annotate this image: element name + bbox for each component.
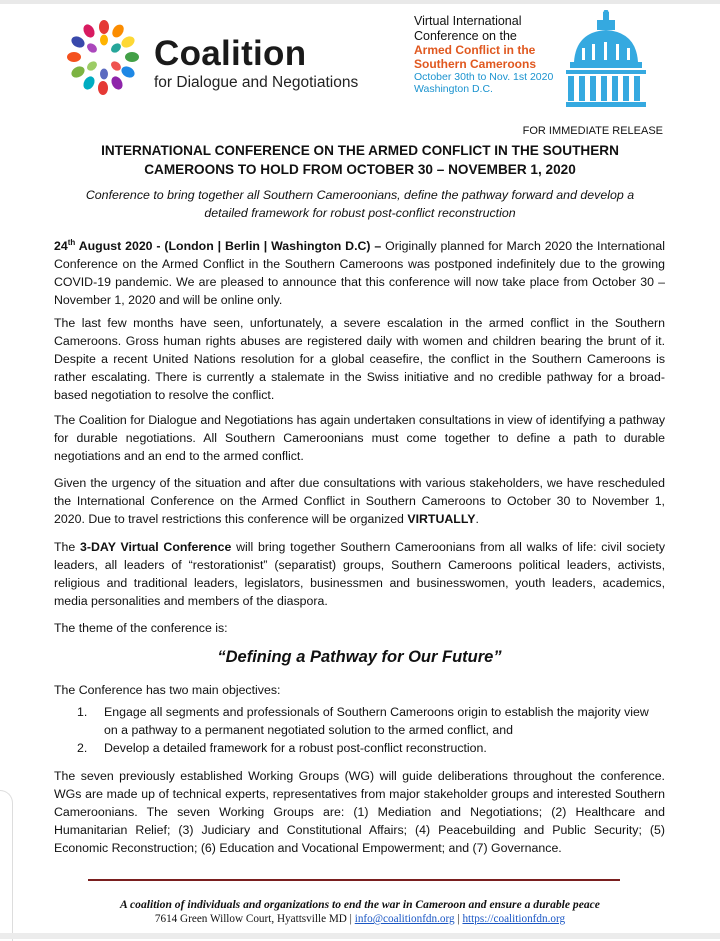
brand-subtitle: for Dialogue and Negotiations	[154, 74, 359, 91]
footer-contact	[60, 913, 660, 925]
conf-red-2: Southern Cameroons	[414, 57, 537, 71]
paragraph-2-text: The last few months have seen, unfortunately, a severe escalation in the armed conflict in the Southern Cameroons. Gross human rights abuses are registered daily with women and children bearing the brunt of it. Despite a recent United Nations resolution for a global ceasefire, the conflict in the Southern Cameroons is rather escalating. There is currently a stalemate in the Swiss initiative and no credible pathway for a broad-based negotiation to resolve the conflict.	[54, 316, 665, 402]
conf-place: Washington D.C.	[414, 83, 493, 95]
conf-red-1: Armed Conflict in the	[414, 43, 536, 57]
paragraph-4	[54, 474, 665, 528]
virtually-emphasis: VIRTUALLY	[407, 512, 476, 526]
footer-address: 7614 Green Willow Court, Hyattsville MD	[154, 913, 347, 925]
paragraph-4-end: .	[475, 512, 479, 526]
footer-tagline: A coalition of individuals and organizations to end the war in Cameroon and ensure a durable peace	[120, 898, 600, 911]
conference-info	[414, 14, 564, 95]
paragraph-2	[54, 314, 665, 404]
list-item	[54, 739, 665, 757]
email-link[interactable]: info@coalitionfdn.org	[354, 913, 455, 925]
objective-text: Develop a detailed framework for a robust post-conflict reconstruction.	[104, 741, 487, 755]
paragraph-5-text: will bring together Southern Cameroonians from all walks of life: civil society leaders, all leaders of “restorationist” (separatist) groups, Southern Cameroons political leaders, activists, religious and traditional leaders, legislators, businessmen and businesswomen, youth leaders, academics, media personalities and members of the diaspora.	[54, 540, 666, 608]
date-suffix: th	[67, 238, 76, 247]
release-label: FOR IMMEDIATE RELEASE	[522, 125, 663, 137]
capitol-dome-icon	[552, 10, 662, 110]
page-fold-edge	[0, 790, 13, 941]
paragraph-5-pre: The	[54, 540, 81, 554]
coalition-logo	[58, 18, 368, 98]
objectives-intro-text: The Conference has two main objectives:	[54, 683, 281, 697]
theme-intro-text: The theme of the conference is:	[54, 621, 228, 635]
headline-line-1: INTERNATIONAL CONFERENCE ON THE ARMED CONFLICT IN THE SOUTHERN	[101, 143, 619, 158]
conf-line-2: Conference on the	[414, 28, 517, 43]
date-day: 24	[54, 239, 68, 254]
objective-text: Engage all segments and professionals of Southern Cameroons origin to establish the majority view on a pathway to a permanent negotiated solution to the armed conflict, and	[104, 705, 649, 737]
footer-divider	[88, 879, 620, 881]
dateline: August 2020 - (London | Berlin | Washington D.C) –	[75, 239, 382, 254]
conf-line-1: Virtual International	[414, 14, 522, 28]
paragraph-8-text: The seven previously established Working Groups (WG) will guide deliberations throughout the conference. WGs are made up of technical experts, representatives from major stakeholder groups and interested Southern Cameroonians. The seven Working Groups are: (1) Mediation and Negotiations; (2) Healthcare and Humanitarian Relief; (3) Judiciary and Constitutional Affairs; (4) Peacebuilding and Public Security; (5) Economic Reconstruction; (6) Education and Vocational Empowerment; and (7) Governance.	[54, 769, 665, 855]
paragraph-8	[54, 767, 665, 857]
top-edge	[0, 0, 720, 4]
headline	[60, 141, 660, 179]
subheadline-line-1: Conference to bring together all Southern Cameroonians, define the pathway forward and develop a	[85, 188, 635, 202]
three-day-emphasis: 3-DAY Virtual Conference	[80, 540, 232, 554]
paragraph-5	[54, 538, 665, 610]
subheadline-line-2: detailed framework for robust post-conflict reconstruction	[204, 206, 516, 220]
theme-intro	[54, 619, 665, 637]
paragraph-1	[54, 234, 665, 309]
footer-sep: |	[454, 913, 463, 925]
objectives-intro	[54, 681, 665, 699]
headline-line-2: CAMEROONS TO HOLD FROM OCTOBER 30 – NOVEMBER 1, 2020	[144, 162, 576, 177]
subheadline	[64, 186, 656, 222]
footer-sep: |	[346, 913, 355, 925]
paragraph-3-text: The Coalition for Dialogue and Negotiations has again undertaken consultations in view of identifying a pathway for durable negotiations. All Southern Cameroonians must come together to define a path to durable negotiations and an end to the armed conflict.	[54, 413, 665, 463]
paragraph-4-text: Given the urgency of the situation and after due consultations with various stakeholders, we have rescheduled the International Conference on the Armed Conflict in Southern Cameroons to October 30 to November 1, 2020. Due to travel restrictions this conference will be organized	[54, 476, 665, 526]
objectives-list	[54, 703, 665, 757]
bottom-edge	[0, 933, 720, 939]
paragraph-3	[54, 411, 665, 465]
list-item	[54, 703, 665, 739]
theme-quote: “Defining a Pathway for Our Future”	[217, 648, 502, 666]
objective-number: 2.	[77, 741, 88, 755]
paragraph-1-text: Originally planned for March 2020 the International Conference on the Armed Conflict in the Southern Cameroons was postponed indefinitely due to the growing COVID-19 pandemic. We are pleased to announce that this conference will now take place from October 30 – November 1, 2020 and will be online only.	[54, 239, 665, 308]
hands-circle-logo-icon	[58, 18, 150, 98]
objective-number: 1.	[77, 705, 88, 719]
website-link[interactable]: https://coalitionfdn.org	[462, 913, 566, 925]
conf-dates: October 30th to Nov. 1st 2020	[414, 71, 554, 83]
brand-title: Coalition	[154, 34, 307, 73]
